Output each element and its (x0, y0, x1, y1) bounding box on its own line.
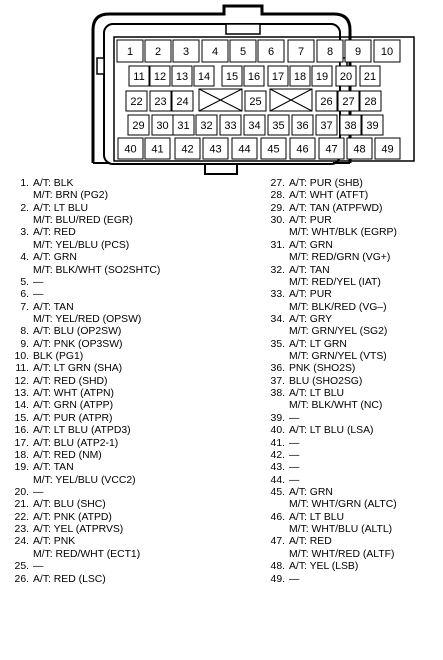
legend-entry (10, 265, 242, 277)
pin-label-20: 20 (339, 71, 353, 83)
legend-entry-text: M/T: BLK/RED (VG–) (289, 301, 387, 313)
legend-entry-text: — (289, 474, 300, 486)
legend-entry-number: 26. (14, 573, 29, 585)
legend-entry (10, 240, 242, 252)
pin-label-35: 35 (272, 120, 285, 132)
legend-entry (266, 376, 441, 388)
pin-label-38: 38 (344, 120, 357, 132)
legend-entry (10, 314, 242, 326)
legend-entry-number: 10. (14, 351, 29, 363)
legend-entry-text: A/T: TAN (33, 462, 74, 474)
legend-entry-number: 37. (270, 375, 285, 387)
legend-entry (266, 252, 441, 264)
pin-label-45: 45 (267, 143, 280, 156)
legend-entry-text: A/T: RED (289, 536, 332, 548)
legend-entry-number: 45. (270, 486, 285, 498)
legend-entry (266, 277, 441, 289)
legend-entry-text: A/T: RED (LSC) (33, 573, 106, 585)
legend-entry (266, 240, 441, 252)
legend-entry-number: 43. (270, 462, 285, 474)
legend-entry-text: A/T: PNK (33, 536, 76, 548)
legend-entry (266, 265, 441, 277)
pin-label-42: 42 (181, 143, 194, 156)
legend-entry (266, 363, 441, 375)
legend-entry-number: 36. (270, 363, 285, 375)
legend-entry-text: A/T: RED (33, 227, 76, 239)
legend-entry-number: 44. (270, 474, 285, 486)
legend-entry-text: M/T: BRN (PG2) (33, 190, 109, 202)
legend-entry (266, 425, 441, 437)
legend-entry-text: M/T: BLK/WHT (NC) (289, 400, 383, 412)
pin-label-48: 48 (353, 143, 366, 156)
pin-label-37: 37 (320, 120, 333, 132)
legend-entry-text: — (289, 437, 300, 449)
legend-entry-text: A/T: PNK (OP3SW) (33, 338, 123, 350)
legend-entry-text: — (289, 449, 300, 461)
legend-entry-number: 24. (14, 536, 29, 548)
legend-entry-number: 38. (270, 388, 285, 400)
pin-label-9: 9 (354, 46, 362, 58)
pin-label-13: 13 (175, 71, 189, 83)
legend-entry (266, 190, 441, 202)
pin-grid (117, 40, 400, 159)
legend-entry (10, 376, 242, 388)
legend-entry-number: 11. (15, 363, 29, 375)
legend-entry (10, 277, 242, 289)
legend-entry-number: 40. (270, 425, 285, 437)
legend-entry-number: 28. (270, 190, 285, 202)
legend-entry (10, 574, 242, 586)
legend-entry-text: A/T: LT BLU (ATPD3) (33, 425, 131, 437)
pin-label-49: 49 (381, 143, 394, 156)
legend-entry-text: M/T: GRN/YEL (SG2) (289, 326, 388, 338)
legend-entry (266, 536, 441, 548)
pin-label-18: 18 (293, 71, 307, 83)
legend-entry-text: A/T: TAN (289, 264, 330, 276)
legend-entry (10, 190, 242, 202)
legend-entry (266, 215, 441, 227)
legend-entry (266, 475, 441, 487)
legend-entry (266, 227, 441, 239)
legend-entry-number: 7. (20, 301, 29, 313)
legend-entry-number: 13. (14, 388, 29, 400)
legend-entry-text: A/T: YEL (LSB) (289, 561, 359, 573)
legend-entry (10, 549, 242, 561)
legend-entry (10, 413, 242, 425)
legend-entry-text: M/T: WHT/RED (ALTF) (289, 548, 395, 560)
legend-entry (266, 561, 441, 573)
pin-label-47: 47 (325, 143, 338, 156)
legend-entry-number: 25. (14, 561, 29, 573)
legend-entry-text: BLK (PG1) (33, 351, 84, 363)
pin-label-32: 32 (200, 120, 213, 132)
legend-entry (10, 487, 242, 499)
legend-entry (10, 462, 242, 474)
legend-entry-text: A/T: TAN (ATPFWD) (289, 202, 383, 214)
legend-entry (266, 574, 441, 586)
legend-entry-number: 49. (270, 573, 285, 585)
pin-label-43: 43 (209, 143, 222, 156)
legend-entry (10, 425, 242, 437)
legend-entry-text: M/T: YEL/BLU (VCC2) (33, 474, 136, 486)
legend-entry-number: 34. (270, 313, 285, 325)
legend-entry (266, 413, 441, 425)
legend-entry-text: M/T: WHT/GRN (ALTC) (289, 499, 397, 511)
pin-label-5: 5 (239, 46, 247, 58)
legend-entry-text: A/T: GRN (33, 252, 77, 264)
legend-entry-text: A/T: GRN (ATPP) (33, 400, 114, 412)
pin-label-7: 7 (297, 46, 305, 58)
legend-entry-number: 46. (270, 511, 285, 523)
legend-entry-number: 42. (270, 449, 285, 461)
legend-entry-number: 3. (20, 227, 29, 239)
pin-label-15: 15 (225, 71, 239, 83)
legend-entry-text: M/T: WHT/BLK (EGRP) (289, 227, 397, 239)
legend-entry (266, 326, 441, 338)
legend-entry (10, 351, 242, 363)
legend-entry-text: A/T: PNK (ATPD) (33, 511, 112, 523)
legend-entry-number: 4. (20, 252, 29, 264)
legend-entry (10, 203, 242, 215)
legend-entry-number: 15. (14, 412, 29, 424)
legend-entry-text: M/T: WHT/BLU (ALTL) (289, 524, 393, 536)
legend-entry (266, 289, 441, 301)
legend-entry (266, 178, 441, 190)
pin-label-39: 39 (366, 120, 379, 132)
legend-entry-number: 6. (20, 289, 29, 301)
legend-entry-number: 21. (14, 499, 29, 511)
legend-entry-number: 30. (270, 215, 285, 227)
legend-entry (266, 339, 441, 351)
legend-entry-number: 2. (20, 202, 29, 214)
pin-label-30: 30 (156, 120, 169, 132)
legend-entry (10, 561, 242, 573)
legend-entry-text: — (289, 573, 300, 585)
legend-entry-text: A/T: LT BLU (33, 202, 89, 214)
legend-entry (10, 339, 242, 351)
legend-entry-text: A/T: RED (NM) (33, 449, 102, 461)
legend-entry-text: A/T: LT BLU (LSA) (289, 425, 374, 437)
pin-label-26: 26 (320, 96, 333, 108)
legend-entry-text: A/T: GRN (289, 486, 333, 498)
legend-entry-number: 33. (270, 289, 285, 301)
legend-entry (10, 302, 242, 314)
legend-entry-text: M/T: BLU/RED (EGR) (33, 215, 133, 227)
legend-entry (10, 363, 242, 375)
legend-entry-text: A/T: PUR (289, 289, 332, 301)
pin-label-4: 4 (211, 46, 219, 58)
legend-entry (266, 400, 441, 412)
legend-entry-text: A/T: TAN (33, 301, 74, 313)
pin-label-36: 36 (296, 120, 309, 132)
pin-label-19: 19 (315, 71, 329, 83)
legend-entry-text: M/T: BLK/WHT (SO2SHTC) (33, 264, 161, 276)
legend-entry-number: 8. (20, 326, 29, 338)
legend-entry-number: 48. (270, 561, 285, 573)
legend-entry-text: A/T: GRN (289, 239, 333, 251)
legend-entry-text: M/T: GRN/YEL (VTS) (289, 351, 387, 363)
legend-entry (10, 499, 242, 511)
legend-entry-text: A/T: GRY (289, 313, 333, 325)
legend-entry-text: A/T: PUR (ATPR) (33, 412, 113, 424)
pin-label-12: 12 (153, 71, 167, 83)
pin-label-21: 21 (363, 71, 377, 83)
legend-entry (266, 499, 441, 511)
pin-label-1: 1 (126, 46, 134, 58)
legend-entry-text: A/T: YEL (ATPRVS) (33, 524, 124, 536)
legend-entry-text: A/T: LT BLU (289, 511, 345, 523)
legend-entry-number: 41. (270, 437, 285, 449)
legend-entry-text: PNK (SHO2S) (289, 363, 356, 375)
legend-entry-number: 31. (270, 239, 285, 251)
pin-label-44: 44 (238, 143, 251, 156)
pin-label-16: 16 (247, 71, 261, 83)
legend-entry-text: A/T: RED (SHD) (33, 375, 108, 387)
legend-entry (266, 351, 441, 363)
legend-entry (10, 524, 242, 536)
legend-entry-text: M/T: RED/WHT (ECT1) (33, 548, 141, 560)
legend-entry (266, 203, 441, 215)
legend-entry-number: 20. (14, 486, 29, 498)
pin-label-22: 22 (130, 96, 143, 108)
legend-entry-text: A/T: PUR (SHB) (289, 178, 363, 189)
legend-entry-text: — (33, 486, 44, 498)
pin-label-41: 41 (151, 143, 164, 156)
legend-entry-text: M/T: RED/GRN (VG+) (289, 252, 391, 264)
legend-entry-number: 12. (14, 375, 29, 387)
legend-entry (10, 215, 242, 227)
legend-entry-text: A/T: PUR (289, 215, 332, 227)
pin-legend-right (266, 178, 441, 586)
legend-entry-text: A/T: WHT (ATPN) (33, 388, 115, 400)
pin-label-14: 14 (197, 71, 211, 83)
connector-diagram (0, 0, 443, 180)
pin-label-31: 31 (177, 120, 190, 132)
legend-entry-text: — (33, 289, 44, 301)
legend-entry-text: — (289, 462, 300, 474)
pin-label-27: 27 (342, 96, 355, 108)
pin-label-8: 8 (326, 46, 334, 58)
legend-entry-text: M/T: RED/YEL (IAT) (289, 276, 381, 288)
legend-entry (10, 326, 242, 338)
legend-entry-number: 16. (14, 425, 29, 437)
legend-entry-text: — (33, 276, 44, 288)
legend-entry-text: M/T: YEL/BLU (PCS) (33, 239, 130, 251)
legend-entry (10, 400, 242, 412)
pin-label-33: 33 (224, 120, 237, 132)
legend-entry-text: BLU (SHO2SG) (289, 375, 363, 387)
pin-label-2: 2 (154, 46, 162, 58)
legend-entry-number: 19. (14, 462, 29, 474)
legend-entry-text: A/T: BLU (OP2SW) (33, 326, 122, 338)
pin-label-40: 40 (124, 143, 137, 156)
legend-entry-number: 23. (14, 524, 29, 536)
pin-label-25: 25 (249, 96, 262, 108)
legend-entry-text: — (33, 561, 44, 573)
legend-entry-text: A/T: BLU (ATP2-1) (33, 437, 119, 449)
legend-entry (10, 450, 242, 462)
legend-entry (10, 178, 242, 190)
legend-entry-number: 35. (270, 338, 285, 350)
pin-label-46: 46 (296, 143, 309, 156)
legend-entry-text: A/T: BLK (33, 178, 74, 189)
legend-entry-number: 47. (270, 536, 285, 548)
legend-entry-text: A/T: BLU (SHC) (33, 499, 106, 511)
legend-entry (266, 438, 441, 450)
legend-entry-number: 17. (14, 437, 29, 449)
legend-entry (10, 252, 242, 264)
pin-label-23: 23 (154, 96, 167, 108)
legend-entry (10, 475, 242, 487)
legend-entry-number: 27. (270, 178, 285, 189)
pin-label-6: 6 (267, 46, 275, 58)
legend-entry-text: M/T: YEL/RED (OPSW) (33, 313, 142, 325)
legend-entry (10, 512, 242, 524)
pin-label-10: 10 (380, 46, 394, 58)
legend-entry (266, 549, 441, 561)
legend-entry-text: A/T: LT GRN (289, 338, 347, 350)
pin-label-3: 3 (182, 46, 190, 58)
legend-entry-number: 5. (20, 276, 29, 288)
legend-entry (10, 536, 242, 548)
legend-entry-text: A/T: WHT (ATFT) (289, 190, 369, 202)
pin-legend-left (10, 178, 242, 586)
legend-entry-text: A/T: LT BLU (289, 388, 345, 400)
pin-label-28: 28 (364, 96, 377, 108)
legend-entry-number: 1. (20, 178, 29, 189)
legend-entry (10, 438, 242, 450)
legend-entry (266, 302, 441, 314)
legend-entry-number: 9. (20, 338, 29, 350)
legend-entry (266, 524, 441, 536)
legend-entry (266, 512, 441, 524)
legend-entry (266, 487, 441, 499)
legend-entry-number: 18. (14, 449, 29, 461)
legend-entry (266, 314, 441, 326)
legend-entry (266, 462, 441, 474)
legend-entry-number: 29. (270, 202, 285, 214)
legend-entry (266, 450, 441, 462)
legend-entry (10, 227, 242, 239)
pin-label-24: 24 (176, 96, 189, 108)
pin-label-29: 29 (132, 120, 145, 132)
legend-entry-text: A/T: LT GRN (SHA) (33, 363, 123, 375)
legend-entry-number: 39. (270, 412, 285, 424)
pin-label-34: 34 (248, 120, 261, 132)
legend-entry-text: — (289, 412, 300, 424)
legend-entry-number: 32. (270, 264, 285, 276)
legend-entry (266, 388, 441, 400)
pin-label-11: 11 (133, 71, 145, 83)
pin-label-17: 17 (271, 71, 285, 83)
legend-entry-number: 22. (14, 511, 29, 523)
legend-entry-number: 14. (14, 400, 29, 412)
legend-entry (10, 289, 242, 301)
legend-entry (10, 388, 242, 400)
